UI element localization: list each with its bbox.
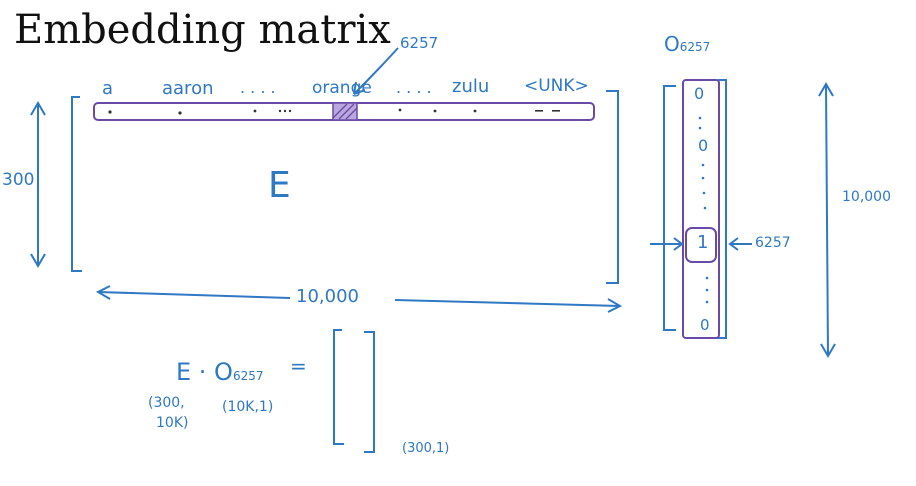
page-title: Embedding matrix [14, 7, 391, 53]
dim-10000-vertical-label: 10,000 [842, 189, 891, 205]
product-subscript: 6257 [232, 369, 264, 383]
onehot-right-bracket [716, 80, 726, 338]
matrix-right-bracket [606, 91, 618, 283]
onehot-one: 1 [697, 232, 709, 253]
onehot-zero-mid: 0 [698, 136, 709, 155]
matrix-left-bracket [72, 97, 82, 271]
word-zulu: zulu [452, 76, 490, 97]
dim-10000-label: 10,000 [296, 286, 359, 307]
word-a: a [102, 78, 114, 99]
word-unk: <UNK> [524, 76, 589, 96]
result-left-bracket [334, 330, 344, 444]
arrow-6257-label: 6257 [755, 235, 791, 251]
dots-between-2: . . . . [396, 78, 432, 97]
product-expression [176, 360, 264, 384]
word-aaron: aaron [162, 78, 214, 99]
dim-10000-vertical-arrow [826, 84, 828, 356]
shape-result: (300,1) [402, 441, 450, 456]
onehot-zero-bottom: 0 [700, 316, 710, 334]
dim-10000-arrowheads [98, 286, 620, 312]
shape-300-a: (300, [148, 395, 185, 411]
matrix-e-label: E [268, 165, 291, 206]
onehot-title-subscript: 6257 [679, 40, 711, 54]
word-orange: orange [312, 78, 372, 98]
result-right-bracket [364, 332, 374, 452]
product-expr-text: E · O [176, 358, 233, 386]
dim-10000-arrow-right [395, 300, 620, 306]
dots-between-1: . . . . [240, 78, 276, 97]
equals-sign: = [290, 354, 307, 378]
dim-300-label: 300 [2, 170, 35, 190]
dim-10000-arrow-left [98, 292, 290, 298]
annotation-6257-top: 6257 [400, 34, 439, 52]
onehot-title [664, 34, 710, 54]
onehot-title-symbol: O [664, 32, 680, 56]
shape-10k1: (10K,1) [222, 399, 274, 415]
onehot-zero-top: 0 [694, 84, 705, 103]
onehot-left-bracket [664, 86, 676, 330]
shape-300-b: 10K) [156, 415, 189, 431]
